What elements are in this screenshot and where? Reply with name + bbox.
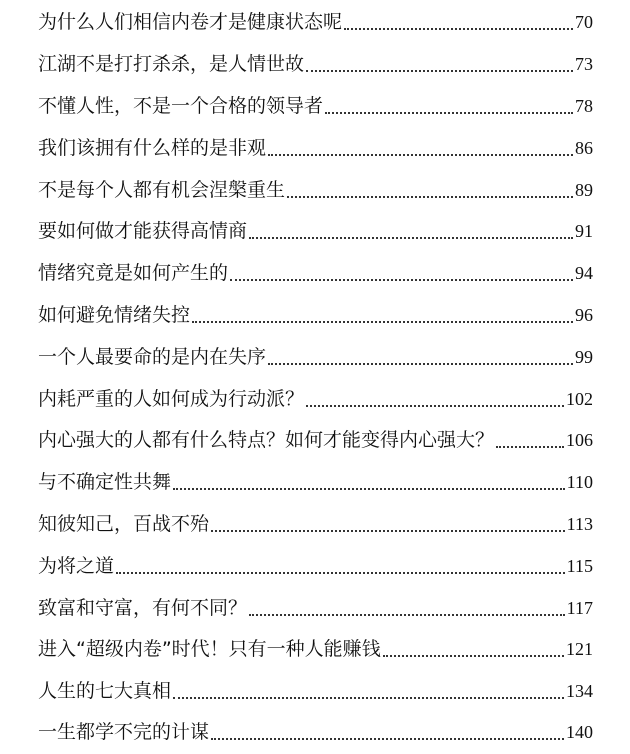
toc-dot-leader: [211, 530, 565, 532]
toc-entry-page: 110: [566, 472, 593, 492]
toc-entry-page: 106: [566, 430, 593, 450]
toc-entry[interactable]: [38, 176, 593, 204]
toc-entry-page: 99: [575, 347, 593, 367]
toc-entry-page: 121: [566, 639, 593, 659]
toc-entry-page: 78: [575, 96, 593, 116]
toc-dot-leader: [383, 655, 564, 657]
toc-entry[interactable]: [38, 259, 593, 287]
toc-entry-title: 知彼知己，百战不殆: [38, 513, 210, 535]
toc-entry[interactable]: [38, 343, 593, 371]
toc-dot-leader: [268, 154, 573, 156]
toc-dot-leader: [325, 112, 573, 114]
toc-entry-page: 102: [566, 389, 593, 409]
toc-entry-page: 115: [566, 556, 593, 576]
toc-entry-page: 140: [566, 722, 593, 742]
toc-entry[interactable]: [38, 510, 593, 538]
toc-dot-leader: [173, 488, 565, 490]
toc-dot-leader: [230, 279, 573, 281]
toc-entry-title: 内心强大的人都有什么特点？如何才能变得内心强大？: [38, 429, 495, 451]
toc-entry-page: 94: [575, 263, 593, 283]
toc-entry-title: 进入“超级内卷”时代！只有一种人能赚钱: [38, 638, 381, 660]
toc-dot-leader: [211, 738, 564, 740]
toc-entry-page: 70: [575, 12, 593, 32]
toc-dot-leader: [306, 70, 573, 72]
toc-entry[interactable]: [38, 50, 593, 78]
toc-entry-title: 我们该拥有什么样的是非观: [38, 137, 267, 159]
toc-dot-leader: [173, 697, 564, 699]
toc-dot-leader: [344, 28, 573, 30]
toc-entry-title: 为什么人们相信内卷才是健康状态呢: [38, 11, 343, 33]
toc-dot-leader: [287, 196, 573, 198]
toc-entry[interactable]: [38, 677, 593, 705]
toc-entry[interactable]: [38, 594, 593, 622]
toc-entry[interactable]: [38, 217, 593, 245]
toc-entry[interactable]: [38, 718, 593, 746]
toc-entry-page: 86: [575, 138, 593, 158]
toc-entry[interactable]: [38, 92, 593, 120]
toc-dot-leader: [306, 405, 564, 407]
toc-entry-title: 要如何做才能获得高情商: [38, 220, 248, 242]
toc-entry-page: 73: [575, 54, 593, 74]
toc-entry-title: 致富和守富，有何不同？: [38, 597, 248, 619]
toc-entry-page: 96: [575, 305, 593, 325]
toc-entry[interactable]: [38, 134, 593, 162]
toc-entry-title: 如何避免情绪失控: [38, 304, 191, 326]
toc-entry-page: 91: [575, 221, 593, 241]
toc-entry-title: 人生的七大真相: [38, 680, 172, 702]
toc-dot-leader: [268, 363, 573, 365]
toc-dot-leader: [249, 614, 565, 616]
toc-dot-leader: [116, 572, 565, 574]
toc-entry[interactable]: [38, 635, 593, 663]
toc-entry-title: 内耗严重的人如何成为行动派？: [38, 388, 305, 410]
toc-entry-title: 一个人最要命的是内在失序: [38, 346, 267, 368]
toc-entry-title: 与不确定性共舞: [38, 471, 172, 493]
toc-entry-title: 不懂人性，不是一个合格的领导者: [38, 95, 324, 117]
toc-entry[interactable]: [38, 552, 593, 580]
toc-dot-leader: [249, 237, 573, 239]
toc-entry[interactable]: [38, 426, 593, 454]
toc-entry-title: 不是每个人都有机会涅槃重生: [38, 179, 286, 201]
toc-entry-page: 113: [566, 514, 593, 534]
toc-entry[interactable]: [38, 385, 593, 413]
toc-entry-page: 117: [566, 598, 593, 618]
toc-entry-title: 为将之道: [38, 555, 115, 577]
toc-entry-title: 情绪究竟是如何产生的: [38, 262, 229, 284]
toc-entry-title: 江湖不是打打杀杀，是人情世故: [38, 53, 305, 75]
toc-entry[interactable]: [38, 301, 593, 329]
toc-entry[interactable]: [38, 8, 593, 36]
toc-dot-leader: [496, 446, 564, 448]
toc-entry[interactable]: [38, 468, 593, 496]
toc-entry-page: 134: [566, 681, 593, 701]
toc-dot-leader: [192, 321, 573, 323]
toc-entry-title: 一生都学不完的计谋: [38, 721, 210, 743]
toc-entry-page: 89: [575, 180, 593, 200]
